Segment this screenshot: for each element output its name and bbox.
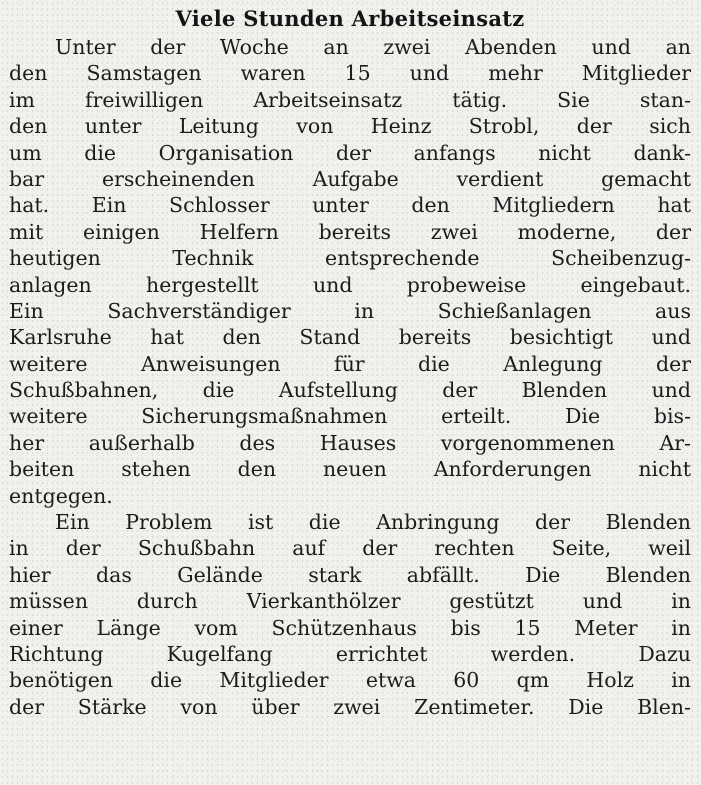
article-paragraph-1 [9,34,691,509]
text-line: Schußbahnen, die Aufstellung der Blenden und [9,378,691,403]
text-line: um die Organisation der anfangs nicht dank- [9,140,691,165]
text-line: Ein Sachverständiger in Schießanlagen aus [9,298,691,323]
text-line: hier das Gelände stark abfällt. Die Blenden [9,562,691,587]
text-line: her außerhalb des Hauses vorgenommenen Ar- [9,430,691,455]
text-line: weitere Sicherungsmaßnahmen erteilt. Die bis- [9,404,691,429]
text-line: Richtung Kugelfang errichtet werden. Dazu [9,641,691,666]
text-line: benötigen die Mitglieder etwa 60 qm Holz in [9,668,691,693]
text-line: im freiwilligen Arbeitseinsatz tätig. Sie stan- [9,87,691,112]
text-line: beiten stehen den neuen Anforderungen nicht [9,457,691,482]
text-line: den unter Leitung von Heinz Strobl, der sich [9,114,691,139]
text-line: in der Schußbahn auf der rechten Seite, weil [9,536,691,561]
text-line: heutigen Technik entsprechende Scheibenzug- [9,246,691,271]
text-line: müssen durch Vierkanthölzer gestützt und in [9,589,691,614]
text-line: bar erscheinenden Aufgabe verdient gemacht [9,166,691,191]
article-headline: Viele Stunden Arbeitseinsatz [175,6,525,31]
text-line: den Samstagen waren 15 und mehr Mitglieder [9,61,691,86]
text-line: mit einigen Helfern bereits zwei moderne, der [9,219,691,244]
text-line: Unter der Woche an zwei Abenden und an [55,35,691,59]
text-line: einer Länge vom Schützenhaus bis 15 Meter in [9,615,691,640]
text-line: der Stärke von über zwei Zentimeter. Die Blen- [9,694,691,719]
text-line: Ein Problem ist die Anbringung der Blenden [55,510,691,535]
text-line: hat. Ein Schlosser unter den Mitgliedern hat [9,193,691,218]
text-line: Karlsruhe hat den Stand bereits besichtigt und [9,325,691,350]
text-line: entgegen. [9,483,113,508]
article-paragraph-2 [9,509,691,720]
text-line: anlagen hergestellt und probeweise eingebaut. [9,272,691,297]
text-line: weitere Anweisungen für die Anlegung der [9,351,691,376]
